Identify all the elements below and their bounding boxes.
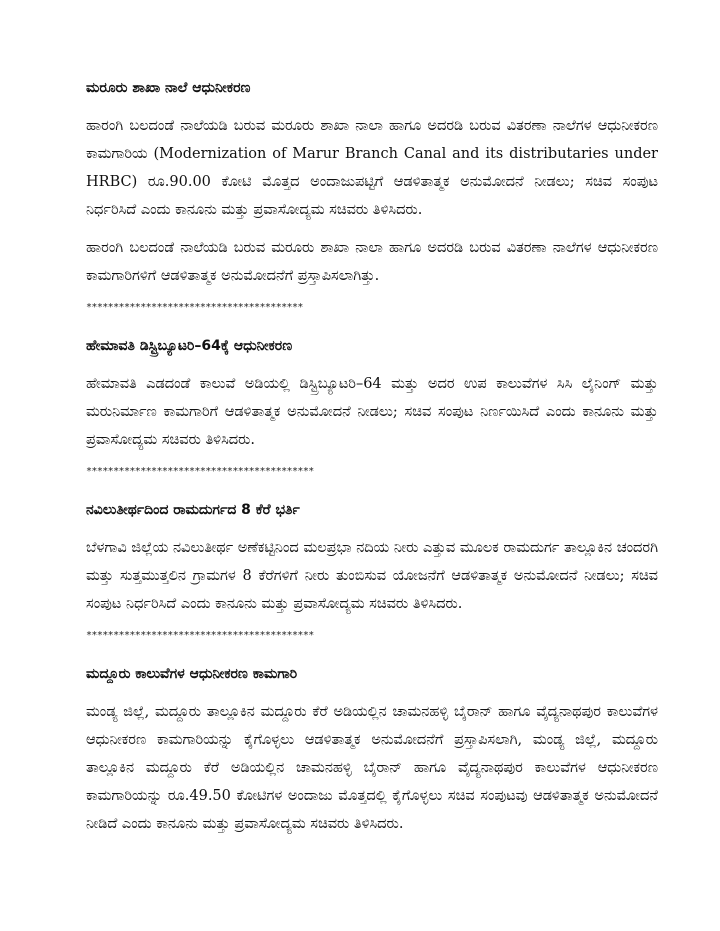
section-maddur-canals	[86, 664, 658, 838]
section-heading: ಹೇಮಾವತಿ ಡಿಸ್ಟ್ರಿಬ್ಯೂಟರಿ–64ಕ್ಕೆ ಆಧುನೀಕರಣ	[86, 338, 293, 354]
paragraph: ಹೇಮಾವತಿ ಎಡದಂಡೆ ಕಾಲುವೆ ಅಡಿಯಲ್ಲಿ ಡಿಸ್ಟ್ರಿಬ್ಯೂಟರಿ–64 ಮತ್ತು ಅದರ ಉಪ ಕಾಲುವೆಗಳ ಸಿಸಿ ಲೈನಿಂಗ್ ಮತ್ತು ಮರುನಿರ್ಮಾಣ ಕಾಮಗಾರಿಗೆ ಆಡಳಿತಾತ್ಮಕ ಅನುಮೋದನೆ ನೀಡಲು; ಸಚಿವ ಸಂಪುಟ ನಿರ್ಣಯಿಸಿದೆ ಎಂದು ಕಾನೂನು ಮತ್ತು ಪ್ರವಾಸೋದ್ಯಮ ಸಚಿವರು ತಿಳಿಸಿದರು.	[86, 376, 658, 448]
section-heading: ನವಿಲುತೀರ್ಥದಿಂದ ರಾಮದುರ್ಗದ 8 ಕೆರೆ ಭರ್ತಿ	[86, 502, 300, 518]
section-heading: ಮದ್ದೂರು ಕಾಲುವೆಗಳ ಆಧುನೀಕರಣ ಕಾಮಗಾರಿ	[86, 666, 298, 682]
separator-line: ******************************************	[86, 466, 314, 477]
section-marur-canal	[86, 78, 658, 316]
separator-line: ****************************************	[86, 302, 303, 313]
section-navilutheertha-lakes	[86, 500, 658, 644]
separator-line: ******************************************	[86, 630, 314, 641]
section-hemavathi-distributary	[86, 336, 658, 480]
section-heading: ಮರೂರು ಶಾಖಾ ನಾಲೆ ಆಧುನೀಕರಣ	[86, 80, 251, 96]
paragraph: ಮಂಡ್ಯ ಜಿಲ್ಲೆ, ಮದ್ದೂರು ತಾಲ್ಲೂಕಿನ ಮದ್ದೂರು ಕೆರೆ ಅಡಿಯಲ್ಲಿನ ಚಾಮನಹಳ್ಳಿ ಬೈರಾನ್ ಹಾಗೂ ವೈದ್ಯನಾಥಪುರ ಕಾಲುವೆಗಳ ಆಧುನೀಕರಣ ಕಾಮಗಾರಿಯನ್ನು ಕೈಗೊಳ್ಳಲು ಆಡಳಿತಾತ್ಮಕ ಅನುಮೋದನೆಗೆ ಪ್ರಸ್ತಾಪಿಸಲಾಗಿ, ಮಂಡ್ಯ ಜಿಲ್ಲೆ, ಮದ್ದೂರು ತಾಲ್ಲೂಕಿನ ಮದ್ದೂರು ಕೆರೆ ಅಡಿಯಲ್ಲಿನ ಚಾಮನಹಳ್ಳಿ ಬೈರಾನ್ ಹಾಗೂ ವೈದ್ಯನಾಥಪುರ ಕಾಲುವೆಗಳ ಆಧುನೀಕರಣ ಕಾಮಗಾರಿಯನ್ನು ರೂ.49.50 ಕೋಟಿಗಳ ಅಂದಾಜು ಮೊತ್ತದಲ್ಲಿ ಕೈಗೊಳ್ಳಲು ಸಚಿವ ಸಂಪುಟವು ಆಡಳಿತಾತ್ಮಕ ಅನುಮೋದನೆ ನೀಡಿದೆ ಎಂದು ಕಾನೂನು ಮತ್ತು ಪ್ರವಾಸೋದ್ಯಮ ಸಚಿವರು ತಿಳಿಸಿದರು.	[86, 704, 658, 832]
paragraph: ಬೆಳಗಾವಿ ಜಿಲ್ಲೆಯ ನವಿಲುತೀರ್ಥ ಅಣೆಕಟ್ಟಿನಿಂದ ಮಲಪ್ರಭಾ ನದಿಯ ನೀರು ಎತ್ತುವ ಮೂಲಕ ರಾಮದುರ್ಗ ತಾಲ್ಲೂಕಿನ ಚಂದರಗಿ ಮತ್ತು ಸುತ್ತಮುತ್ತಲಿನ ಗ್ರಾಮಗಳ 8 ಕೆರೆಗಳಿಗೆ ನೀರು ತುಂಬಿಸುವ ಯೋಜನೆಗೆ ಆಡಳಿತಾತ್ಮಕ ಅನುಮೋದನೆ ನೀಡಲು; ಸಚಿವ ಸಂಪುಟ ನಿರ್ಧರಿಸಿದೆ ಎಂದು ಕಾನೂನು ಮತ್ತು ಪ್ರವಾಸೋದ್ಯಮ ಸಚಿವರು ತಿಳಿಸಿದರು.	[86, 540, 658, 612]
paragraph: ಹಾರಂಗಿ ಬಲದಂಡೆ ನಾಲೆಯಡಿ ಬರುವ ಮರೂರು ಶಾಖಾ ನಾಲಾ ಹಾಗೂ ಅದರಡಿ ಬರುವ ವಿತರಣಾ ನಾಲೆಗಳ ಆಧುನೀಕರಣ ಕಾಮಗಾರಿಯ (Modernization of Marur Branch Canal and its distributaries under HRBC) ರೂ.90.00 ಕೋಟಿ ಮೊತ್ತದ ಅಂದಾಜುಪಟ್ಟಿಗೆ ಆಡಳಿತಾತ್ಮಕ ಅನುಮೋದನೆ ನೀಡಲು; ಸಚಿವ ಸಂಪುಟ ನಿರ್ಧರಿಸಿದೆ ಎಂದು ಕಾನೂನು ಮತ್ತು ಪ್ರವಾಸೋದ್ಯಮ ಸಚಿವರು ತಿಳಿಸಿದರು.	[86, 118, 658, 218]
paragraph: ಹಾರಂಗಿ ಬಲದಂಡೆ ನಾಲೆಯಡಿ ಬರುವ ಮರೂರು ಶಾಖಾ ನಾಲಾ ಹಾಗೂ ಅದರಡಿ ಬರುವ ವಿತರಣಾ ನಾಲೆಗಳ ಆಧುನೀಕರಣ ಕಾಮಗಾರಿಗಳಿಗೆ ಆಡಳಿತಾತ್ಮಕ ಅನುಮೋದನೆಗೆ ಪ್ರಸ್ತಾಪಿಸಲಾಗಿತ್ತು.	[86, 240, 658, 284]
